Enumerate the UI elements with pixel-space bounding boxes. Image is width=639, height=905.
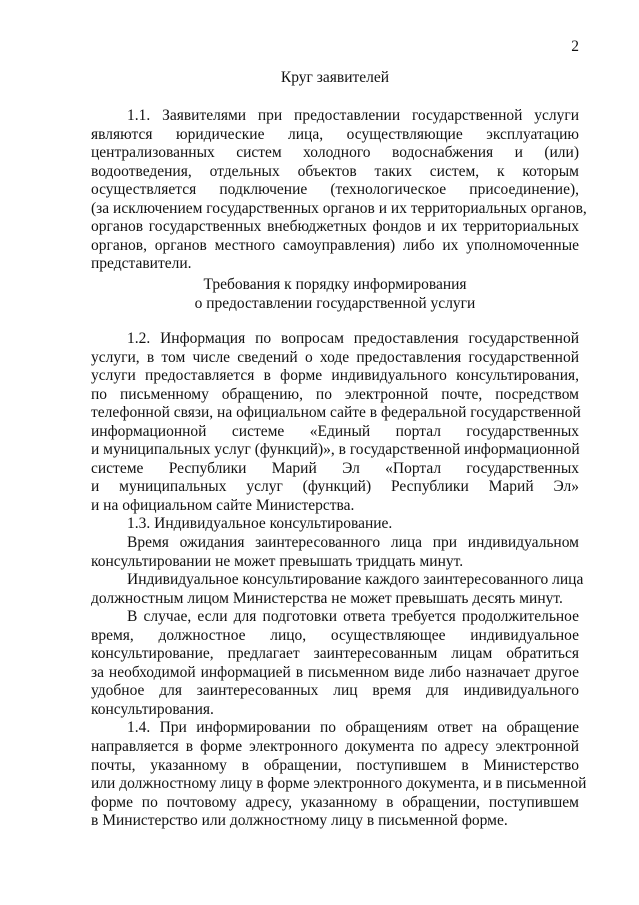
paragraph xyxy=(91,330,579,515)
paragraph-line: представители. xyxy=(91,255,192,273)
paragraph-line: информационной системе «Единый портал государственных xyxy=(91,422,579,440)
paragraph-line: осуществляется подключение (технологическое присоединение), xyxy=(91,181,579,199)
paragraph-line: и на официальном сайте Министерства. xyxy=(91,496,355,514)
paragraph-line: 1.4. При информировании по обращениям ответ на обращение xyxy=(127,719,579,737)
paragraph-line: В случае, если для подготовки ответа требуется продолжительное xyxy=(127,608,579,626)
paragraph-line: телефонной связи, на официальном сайте в федеральной государственной xyxy=(91,404,581,422)
paragraph-line: услуги, в том числе сведений о ходе предоставления государственной xyxy=(91,348,579,366)
paragraph-line: централизованных систем холодного водоснабжения и (или) xyxy=(91,144,579,162)
section-heading-line-1: Требования к порядку информирования xyxy=(203,276,467,293)
paragraph-line: в Министерство или должностному лицу в письменной форме. xyxy=(91,812,508,830)
paragraph xyxy=(91,534,579,571)
paragraph-line: 1.3. Индивидуальное консультирование. xyxy=(127,515,393,533)
paragraph-line: органов, органов местного самоуправления) либо их уполномоченные xyxy=(91,236,579,254)
paragraph-line: удобное для заинтересованных лиц время для индивидуального xyxy=(91,682,579,700)
paragraph-line: форме по почтовому адресу, указанному в обращении, поступившем xyxy=(91,793,579,811)
paragraph-line: водоотведения, отдельных объектов таких систем, к которым xyxy=(91,162,579,180)
paragraph xyxy=(91,571,584,608)
paragraph-1-1 xyxy=(91,107,587,274)
paragraph-line: и муниципальных услуг (функций) Республики Марий Эл» xyxy=(91,478,579,496)
paragraph-line: почты, указанному в обращении, поступившем в Министерство xyxy=(91,756,579,774)
paragraph-line: Время ожидания заинтересованного лица при индивидуальном xyxy=(127,534,579,552)
paragraph-line: являются юридические лица, осуществляющие эксплуатацию xyxy=(91,125,579,143)
paragraph-line: и муниципальных услуг (функций)», в государственной информационной xyxy=(91,441,580,459)
paragraph xyxy=(91,608,579,719)
paragraph-line: консультировании не может превышать тридцать минут. xyxy=(91,552,464,570)
paragraph-line: консультирование, предлагает заинтересованным лицам обратиться xyxy=(91,645,579,663)
section-informing-body xyxy=(91,330,587,831)
paragraph-line: Индивидуальное консультирование каждого заинтересованного лица xyxy=(127,571,584,589)
paragraph-line: направляется в форме электронного документа по адресу электронной xyxy=(91,738,579,756)
paragraph-line: услуги предоставляется в форме индивидуального консультирования, xyxy=(91,367,579,385)
paragraph-line: консультирования. xyxy=(91,700,214,718)
paragraph-line: 1.1. Заявителями при предоставлении государственной услуги xyxy=(127,107,579,124)
page-number: 2 xyxy=(571,38,579,55)
section-heading-applicants: Круг заявителей xyxy=(280,69,390,86)
paragraph-line: (за исключением государственных органов и их территориальных органов, xyxy=(91,199,587,217)
section-heading-line-2: о предоставлении государственной услуги xyxy=(194,294,476,312)
paragraph xyxy=(91,719,587,830)
paragraph-line: по письменному обращению, по электронной почте, посредством xyxy=(91,385,579,403)
paragraph-line: время, должностное лицо, осуществляющее индивидуальное xyxy=(91,626,579,644)
paragraph-line: или должностному лицу в форме электронного документа, и в письменной xyxy=(91,775,587,793)
section-heading-informing xyxy=(91,276,579,313)
paragraph-line: органов государственных внебюджетных фондов и их территориальных xyxy=(91,218,579,236)
paragraph-line: 1.2. Информация по вопросам предоставления государственной xyxy=(127,330,579,347)
paragraph xyxy=(91,515,579,534)
paragraph-line: за необходимой информацией в письменном виде либо назначает другое xyxy=(91,663,579,681)
paragraph-line: должностным лицом Министерства не может превышать десять минут. xyxy=(91,589,563,607)
paragraph-line: системе Республики Марий Эл «Портал государственных xyxy=(91,459,579,477)
